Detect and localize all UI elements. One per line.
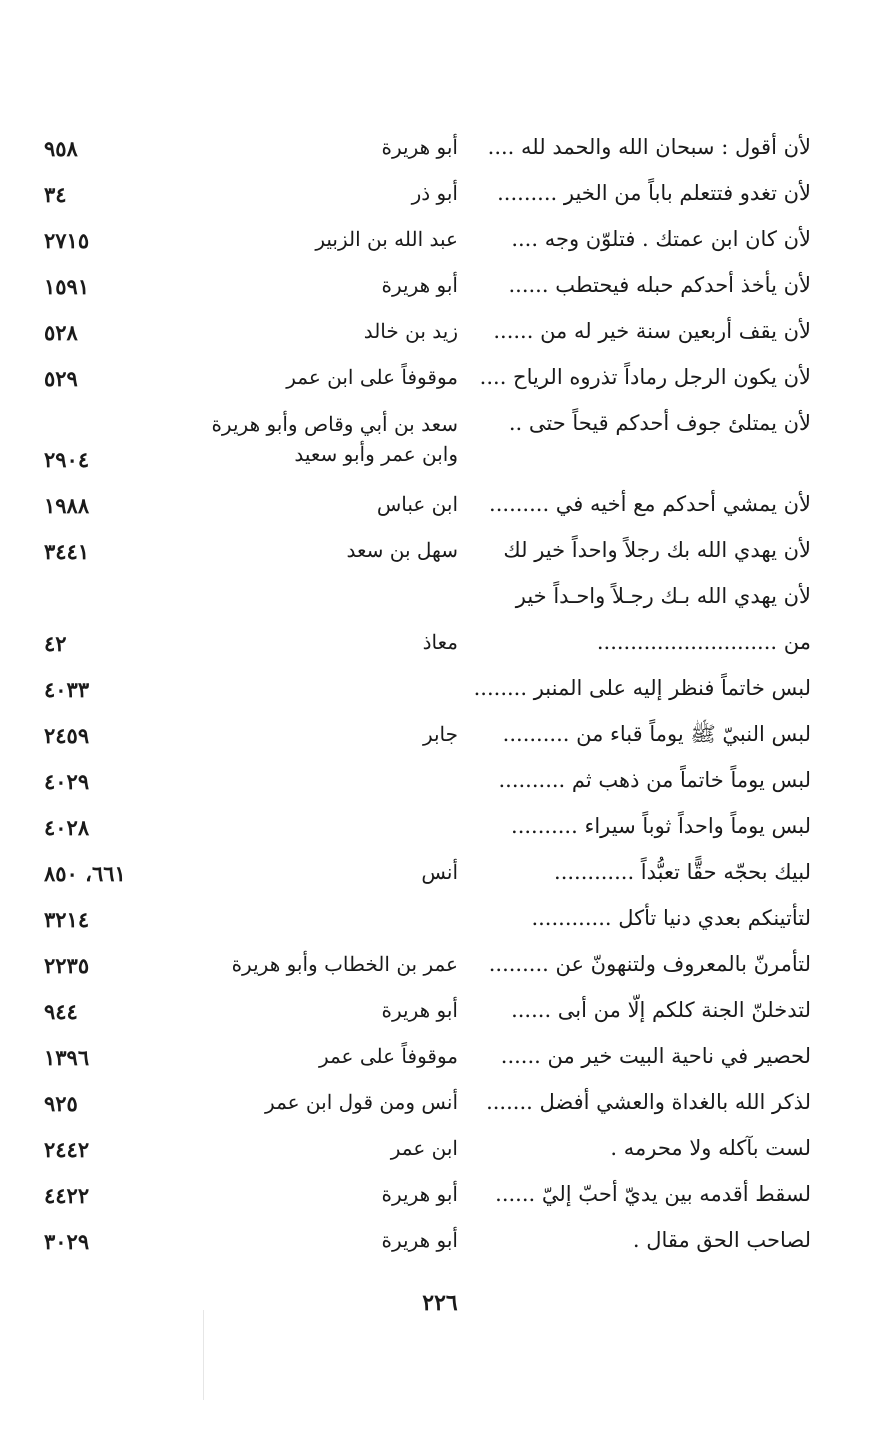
hadith-text: من ........................... — [596, 630, 811, 654]
hadith-number: ٤٢ — [44, 631, 67, 656]
index-entry — [0, 219, 891, 265]
index-entry — [0, 1036, 891, 1082]
hadith-number: ٣٠٢٩ — [44, 1229, 90, 1254]
narrator-name: سهل بن سعد — [346, 538, 458, 562]
hadith-number: ٣٢١٤ — [44, 907, 90, 932]
hadith-text: لذكر الله بالغداة والعشي أفضل ....... — [486, 1090, 811, 1114]
narrator-name: موقوفاً على ابن عمر — [286, 365, 458, 389]
index-entry — [0, 576, 891, 622]
narrator-name: أبو هريرة — [381, 1228, 458, 1252]
index-entry — [0, 898, 891, 944]
hadith-text: لأن يقف أربعين سنة خير له من ...... — [493, 319, 811, 343]
hadith-text: لبيك بحجّه حقًّا تعبُّداً ............ — [554, 860, 811, 884]
hadith-text: لبس يوماً خاتماً من ذهب ثم .......... — [498, 768, 811, 792]
index-entry — [0, 311, 891, 357]
index-entry — [0, 484, 891, 530]
hadith-number: ٢٩٠٤ — [44, 447, 90, 472]
index-entry — [0, 530, 891, 576]
hadith-text: لأن يهدي الله بك رجلاً واحداً خير لك — [503, 538, 811, 562]
page-fold-mark — [203, 1310, 204, 1400]
hadith-number: ٢٧١٥ — [44, 228, 90, 253]
index-entry — [0, 1174, 891, 1220]
hadith-number: ٣٤ — [44, 182, 67, 207]
hadith-text: لحصير في ناحية البيت خير من ...... — [500, 1044, 811, 1068]
hadith-number: ١٣٩٦ — [44, 1045, 90, 1070]
index-entry — [0, 403, 891, 484]
hadith-text: لبس النبيّ ﷺ يوماً قباء من .......... — [502, 722, 811, 746]
hadith-text: لصاحب الحق مقال . — [632, 1228, 811, 1252]
hadith-number: ٩٤٤ — [44, 999, 78, 1024]
hadith-text: لتأمرنّ بالمعروف ولتنهونّ عن ......... — [488, 952, 811, 976]
hadith-text: لأن يمشي أحدكم مع أخيه في ......... — [489, 492, 811, 516]
hadith-text: لبس خاتماً فنظر إليه على المنبر ........ — [473, 676, 811, 700]
hadith-text: لست بآكله ولا محرمه . — [610, 1136, 811, 1160]
narrator-name: سعد بن أبي وقاص وأبو هريرة وابن عمر وأبو سعيد — [211, 412, 458, 466]
hadith-number: ٢٤٤٢ — [44, 1137, 90, 1162]
hadith-number: ٤٤٢٢ — [44, 1183, 90, 1208]
index-entry — [0, 173, 891, 219]
narrator-name: أبو هريرة — [381, 273, 458, 297]
hadith-text: لتأتينكم بعدي دنيا تأكل ............ — [531, 906, 811, 930]
narrator-name: عبد الله بن الزبير — [315, 227, 458, 251]
narrator-name: جابر — [422, 722, 458, 746]
hadith-text: لأن يأخذ أحدكم حبله فيحتطب ...... — [508, 273, 811, 297]
index-entry — [0, 1082, 891, 1128]
index-entry — [0, 1220, 891, 1266]
hadith-number: ١٥٩١ — [44, 274, 90, 299]
narrator-name: ابن عباس — [376, 492, 458, 516]
narrator-name: أبو هريرة — [381, 1182, 458, 1206]
hadith-text: لأن يكون الرجل رماداً تذروه الرياح .... — [479, 365, 811, 389]
index-entry — [0, 852, 891, 898]
hadith-number: ٩٢٥ — [44, 1091, 78, 1116]
hadith-index-list — [0, 127, 891, 1266]
hadith-text: لأن كان ابن عمتك . فتلوّن وجه .... — [511, 227, 811, 251]
hadith-number: ٦٦١، ٨٥٠ — [44, 861, 126, 886]
narrator-name: زيد بن خالد — [363, 319, 458, 343]
hadith-number: ٣٤٤١ — [44, 539, 90, 564]
index-entry — [0, 714, 891, 760]
hadith-text: لبس يوماً واحداً ثوباً سيراء .......... — [511, 814, 811, 838]
index-entry — [0, 668, 891, 714]
index-entry — [0, 944, 891, 990]
index-entry — [0, 127, 891, 173]
narrator-name: أبو هريرة — [381, 998, 458, 1022]
hadith-number: ١٩٨٨ — [44, 493, 90, 518]
hadith-number: ٢٢٣٥ — [44, 953, 90, 978]
hadith-text: لأن أقول : سبحان الله والحمد لله .... — [487, 135, 811, 159]
hadith-text: لسقط أقدمه بين يديّ أحبّ إليّ ...... — [495, 1182, 811, 1206]
narrator-name: أنس — [421, 860, 458, 884]
hadith-number: ٩٥٨ — [44, 136, 78, 161]
page-number: ٢٢٦ — [422, 1290, 458, 1316]
index-entry — [0, 357, 891, 403]
index-entry — [0, 760, 891, 806]
hadith-text: لأن يهدي الله بـك رجـلاً واحـداً خير — [515, 584, 811, 608]
index-entry — [0, 622, 891, 668]
hadith-number: ٤٠٣٣ — [44, 677, 90, 702]
narrator-name: أبو ذر — [411, 181, 458, 205]
hadith-number: ٤٠٢٩ — [44, 769, 90, 794]
index-entry — [0, 1128, 891, 1174]
hadith-text: لأن تغدو فتتعلم باباً من الخير ......... — [497, 181, 811, 205]
hadith-number: ٤٠٢٨ — [44, 815, 90, 840]
index-entry — [0, 990, 891, 1036]
hadith-number: ٥٢٨ — [44, 320, 78, 345]
hadith-number: ٢٤٥٩ — [44, 723, 90, 748]
narrator-name: معاذ — [422, 630, 458, 654]
narrator-name: أنس ومن قول ابن عمر — [265, 1090, 458, 1114]
narrator-name: أبو هريرة — [381, 135, 458, 159]
index-entry — [0, 806, 891, 852]
hadith-number: ٥٢٩ — [44, 366, 78, 391]
narrator-name: ابن عمر — [390, 1136, 458, 1160]
narrator-name: موقوفاً على عمر — [318, 1044, 458, 1068]
hadith-text: لتدخلنّ الجنة كلكم إلّا من أبى ...... — [511, 998, 811, 1022]
narrator-name: عمر بن الخطاب وأبو هريرة — [231, 952, 458, 976]
index-entry — [0, 265, 891, 311]
hadith-text: لأن يمتلئ جوف أحدكم قيحاً حتى .. — [508, 411, 811, 435]
